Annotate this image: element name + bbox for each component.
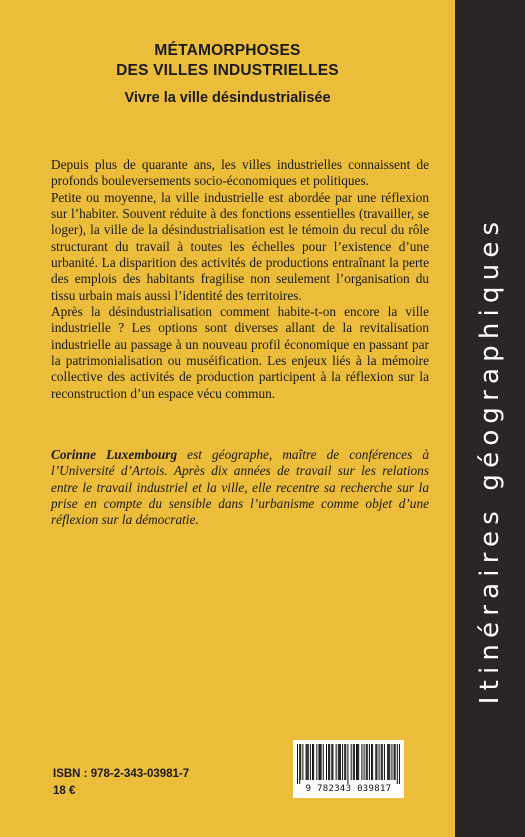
book-title-line2: DES VILLES INDUSTRIELLES [116,62,339,79]
blurb [51,157,429,402]
barcode-number: 9 782343 039817 [305,784,392,794]
book-title-line1: MÉTAMORPHOSES [154,42,301,59]
blurb-paragraph: Depuis plus de quarante ans, les villes industrielles connaissent de profonds bouleversements socio-économiques et politiques. [51,157,429,189]
price: 18 € [53,785,76,797]
book-subtitle: Vivre la ville désindustrialisée [124,90,331,106]
blurb-paragraph: Après la désindustrialisation comment habite-t-on encore la ville industrielle ? Les options sont diverses allant de la revitalisation industrielle au passage à un nouveau profil économique en passant par la patrimonialisation ou muséification. Les enjeux liés à la mémoire collective des activités de production participent à la réflexion sur la reconstruction d’un espace vécu commun. [51,304,429,401]
author-bio [51,447,429,528]
barcode-bars [297,744,400,784]
series-name: Itinéraires géographiques [475,215,505,705]
barcode [293,740,404,798]
author-name: Corinne Luxembourg [51,447,178,462]
blurb-paragraph: Petite ou moyenne, la ville industrielle est abordée par une réflexion sur l’habiter. Souvent réduite à des fonctions essentielles (travailler, se loger), la ville de la désindustrialisation est le témoin du recul du rôle structurant du travail à toutes les échelles pour l’existence d’une urbanité. La disparition des activités de productions entraînant la perte des emplois des habitants fragilise non seulement l’organisation du tissu urbain mais aussi l’identité des territoires. [51,189,429,303]
author-bio-text: est géographe, maître de conférences à l’Université d’Artois. Après dix années de travail sur les relations entre le travail industriel et la ville, elle recentre sa recherche sur la prise en compte du sensible dans l’urbanisme comme objet d’une réflexion sur la démocratie. [51,447,429,528]
isbn: ISBN : 978-2-343-03981-7 [53,768,190,780]
